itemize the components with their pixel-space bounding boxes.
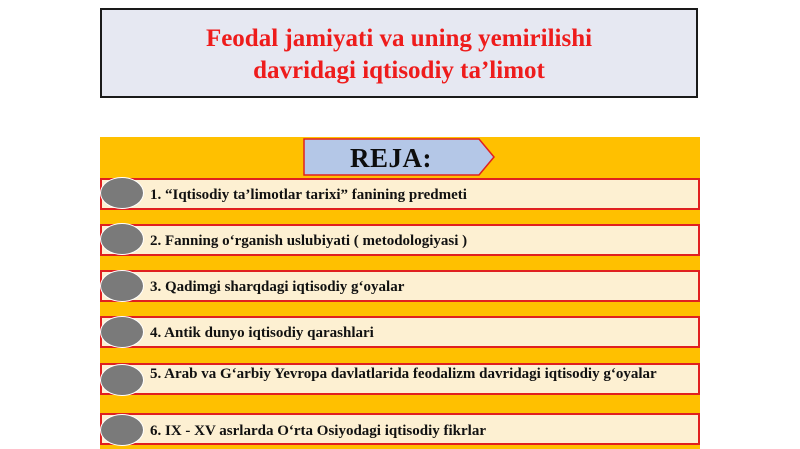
plan-label-tag <box>303 138 495 176</box>
slide-title <box>206 19 592 87</box>
slide-title-line-2: davridagi iqtisodiy ta’limot <box>253 57 545 84</box>
plan-item-6-text: 6. IX - XV asrlarda O‘rta Osiyodagi iqtisodiy fikrlar <box>150 423 486 439</box>
bullet-circle-icon <box>100 270 144 302</box>
plan-item-3-text: 3. Qadimgi sharqdagi iqtisodiy g‘oyalar <box>150 279 405 295</box>
plan-label: REJA: <box>350 143 432 173</box>
bullet-circle-icon <box>100 223 144 255</box>
bullet-circle-icon <box>100 414 144 446</box>
plan-item-2-text: 2. Fanning o‘rganish uslubiyati ( metodologiyasi ) <box>150 233 468 249</box>
plan-item-4-text: 4. Antik dunyo iqtisodiy qarashlari <box>150 325 374 341</box>
title-box <box>100 8 698 98</box>
bullet-circle-icon <box>100 177 144 209</box>
plan-item-1-text: 1. “Iqtisodiy ta’limotlar tarixi” fanining predmeti <box>150 187 467 203</box>
bullet-circle-icon <box>100 316 144 348</box>
plan-item-5-text: 5. Arab va G‘arbiy Yevropa davlatlarida feodalizm davridagi iqtisodiy g‘oyalar <box>150 366 657 382</box>
slide-title-line-1: Feodal jamiyati va uning yemirilishi <box>205 25 593 52</box>
